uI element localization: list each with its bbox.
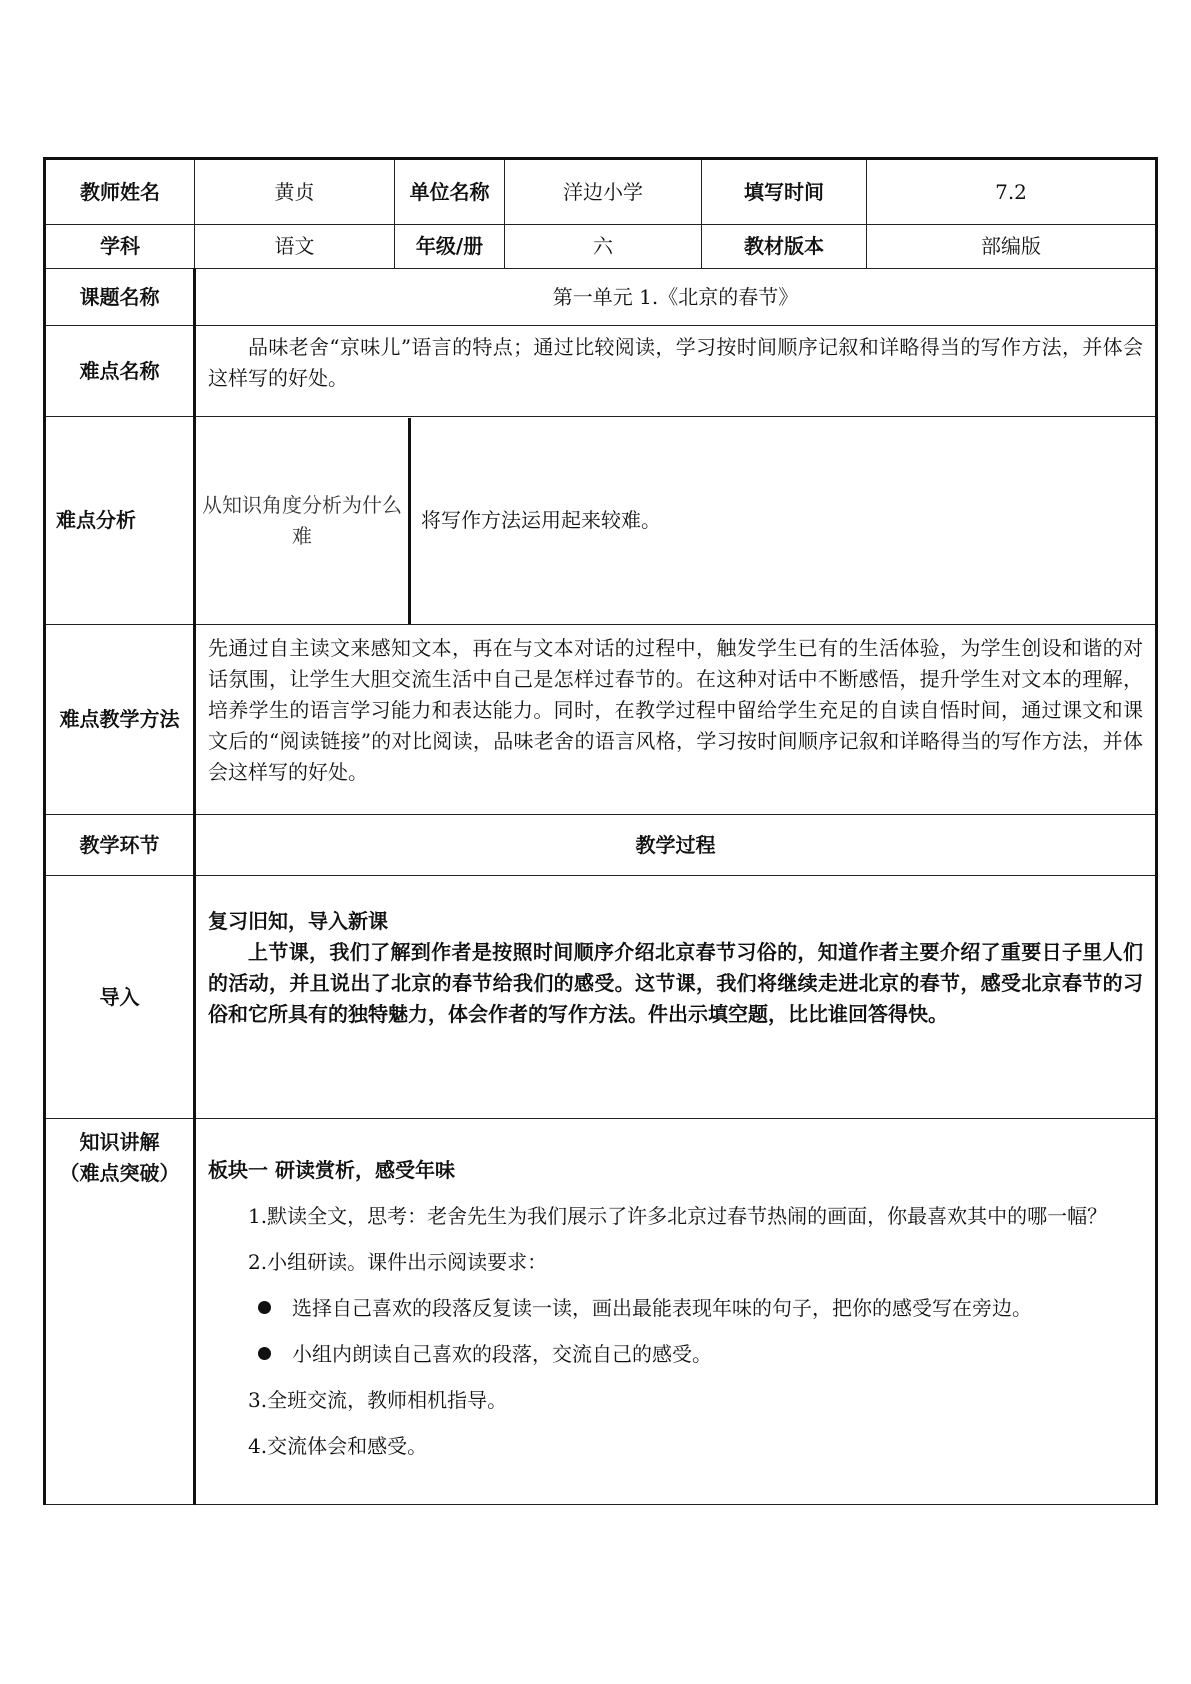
intro-label: 导入	[45, 876, 195, 1119]
header-row-2	[45, 225, 1157, 269]
analysis-value: 将写作方法运用起来较难。	[421, 508, 661, 532]
analysis-label: 难点分析	[45, 417, 195, 625]
knowledge-content	[195, 1119, 1157, 1505]
knowledge-bullet-1-text: 选择自己喜欢的段落反复读一读，画出最能表现年味的句子，把你的感受写在旁边。	[292, 1296, 1032, 1320]
intro-row	[45, 876, 1157, 1119]
method-value: 先通过自主读文来感知文本，再在与文本对话的过程中，触发学生已有的生活体验，为学生创设和谐的对话氛围，让学生大胆交流生活中自己是怎样过春节的。在这种对话中不断感悟，提升学生对文本的理解，培养学生的语言学习能力和表达能力。同时，在教学过程中留给学生充足的自读自悟时间，通过课文和课文后的“阅读链接”的对比阅读，品味老舍的语言风格，学习按时间顺序记叙和详略得当的写作方法，并体会这样写的好处。	[195, 625, 1157, 815]
method-label: 难点教学方法	[45, 625, 195, 815]
difficulty-row	[45, 326, 1157, 417]
lesson-plan-table	[43, 157, 1158, 1505]
process-label: 教学过程	[195, 815, 1157, 876]
analysis-sub-label: 从知识角度分析为什么难	[196, 418, 410, 624]
analysis-row	[45, 417, 1157, 625]
header-row-1	[45, 159, 1157, 225]
lesson-plan-sheet	[43, 157, 1155, 1505]
teacher-label: 教师姓名	[45, 159, 195, 225]
knowledge-label	[45, 1119, 195, 1505]
topic-label: 课题名称	[45, 269, 195, 326]
difficulty-label: 难点名称	[45, 326, 195, 417]
unit-label: 单位名称	[395, 159, 505, 225]
date-label: 填写时间	[702, 159, 867, 225]
knowledge-row	[45, 1119, 1157, 1505]
topic-value: 第一单元 1.《北京的春节》	[195, 269, 1157, 326]
knowledge-step-3: 3.全班交流，教师相机指导。	[248, 1388, 508, 1412]
bullet-dot-icon	[258, 1347, 271, 1360]
intro-body: 上节课，我们了解到作者是按照时间顺序介绍北京春节习俗的，知道作者主要介绍了重要日子里人们的活动，并且说出了北京的春节给我们的感受。这节课，我们将继续走进北京的春节，感受北京春节的习俗和它所具有的独特魅力，体会作者的写作方法。件出示填空题，比比谁回答得快。	[208, 940, 1143, 1026]
knowledge-bullet-2	[208, 1331, 1143, 1377]
grade-value: 六	[505, 225, 702, 269]
knowledge-step-1: 1.默读全文，思考：老舍先生为我们展示了许多北京过春节热闹的画面，你最喜欢其中的哪一幅？	[248, 1204, 1108, 1228]
intro-content	[195, 876, 1157, 1119]
knowledge-label-line1: 知识讲解	[79, 1130, 160, 1154]
intro-heading: 复习旧知，导入新课	[208, 909, 388, 933]
edition-value: 部编版	[867, 225, 1157, 269]
subject-label: 学科	[45, 225, 195, 269]
date-value: 7.2	[867, 159, 1157, 225]
unit-value: 洋边小学	[505, 159, 702, 225]
edition-label: 教材版本	[702, 225, 867, 269]
bullet-dot-icon	[258, 1301, 271, 1314]
analysis-content	[195, 417, 1157, 625]
difficulty-value: 品味老舍“京味儿”语言的特点；通过比较阅读，学习按时间顺序记叙和详略得当的写作方法，并体会这样写的好处。	[195, 326, 1157, 417]
topic-row	[45, 269, 1157, 326]
subject-value: 语文	[195, 225, 395, 269]
stage-label: 教学环节	[45, 815, 195, 876]
grade-label: 年级/册	[395, 225, 505, 269]
method-row	[45, 625, 1157, 815]
knowledge-bullet-1	[208, 1285, 1143, 1331]
knowledge-heading: 板块一 研读赏析，感受年味	[208, 1158, 455, 1182]
knowledge-step-4: 4.交流体会和感受。	[248, 1434, 428, 1458]
teacher-value: 黄贞	[195, 159, 395, 225]
knowledge-step-2: 2.小组研读。课件出示阅读要求：	[248, 1250, 548, 1274]
knowledge-label-line2: （难点突破）	[59, 1161, 180, 1185]
knowledge-bullet-2-text: 小组内朗读自己喜欢的段落，交流自己的感受。	[292, 1342, 712, 1366]
analysis-inner	[196, 418, 1155, 624]
process-header-row	[45, 815, 1157, 876]
